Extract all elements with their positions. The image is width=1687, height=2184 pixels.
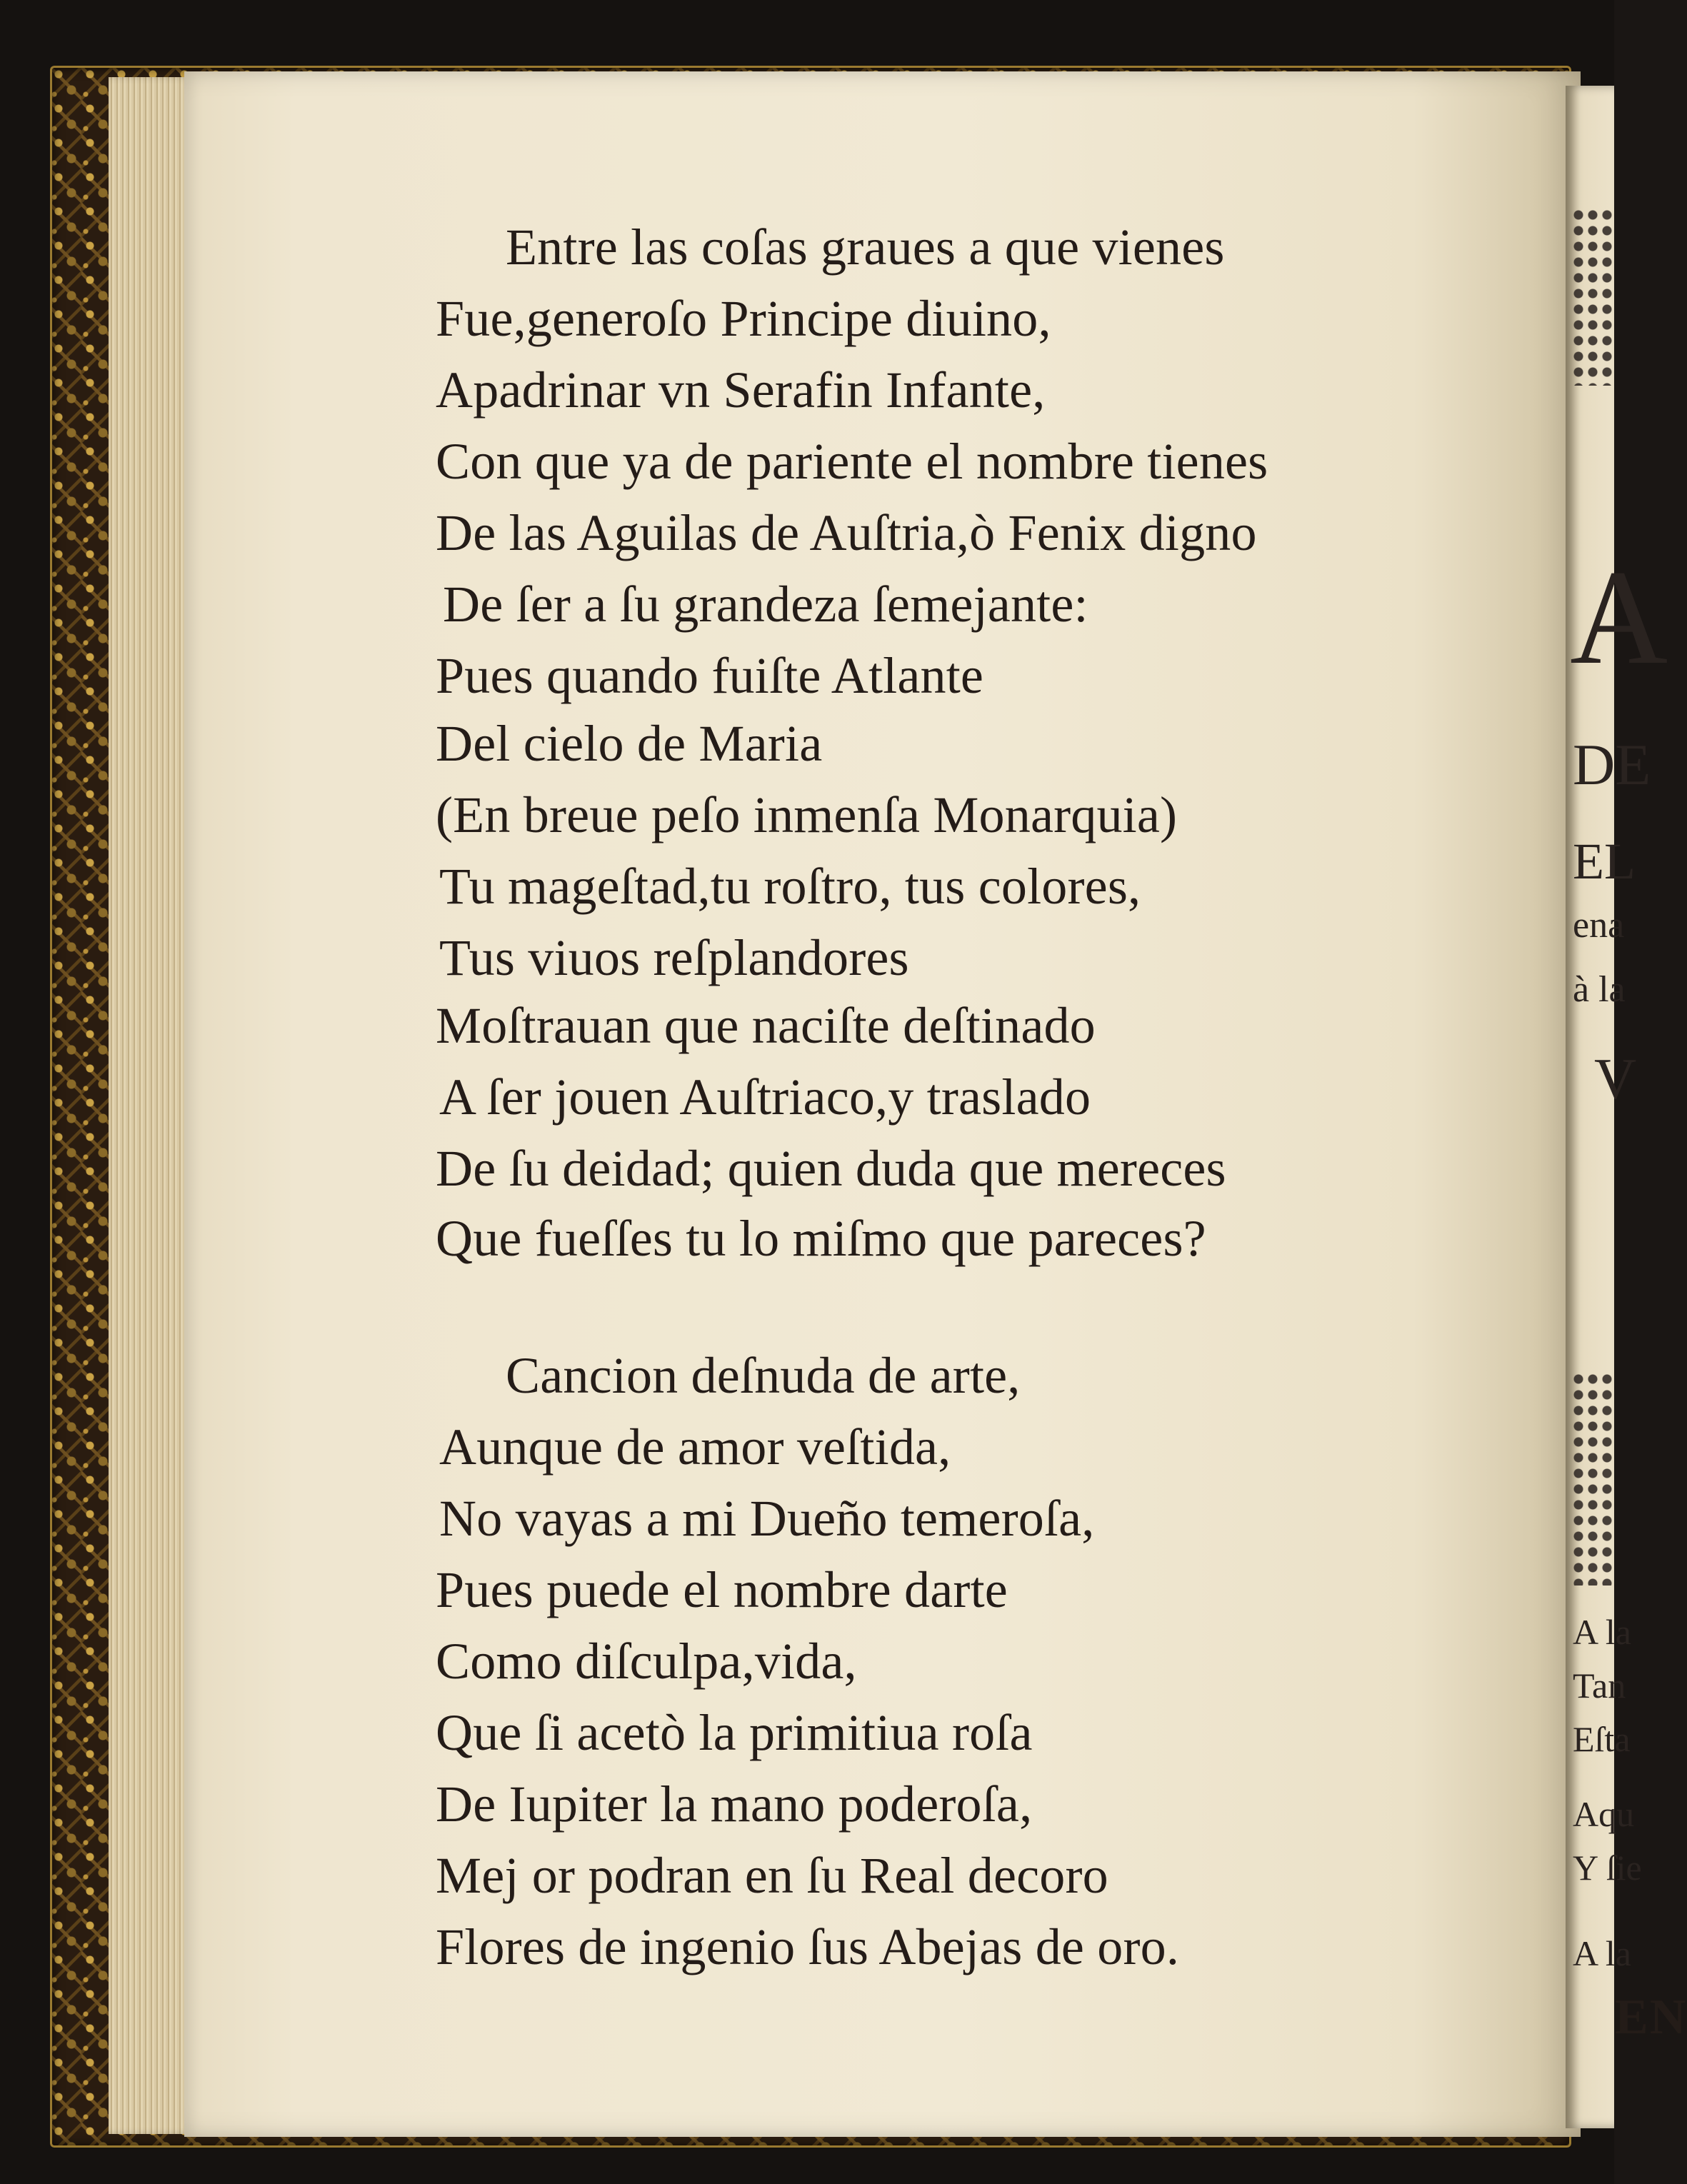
verse-line: Con que ya de pariente el nombre tienes (436, 433, 1268, 490)
verse-line: Mej or podran en ſu Real decoro (436, 1847, 1108, 1904)
verse-line: Flores de ingenio ſus Abejas de oro. (436, 1918, 1180, 1975)
verse-line: Fue,generoſo Principe diuino, (436, 290, 1051, 347)
page-fore-edge (109, 77, 194, 2134)
verse-line: Que ſi acetò la primitiua roſa (436, 1704, 1033, 1761)
next-page-fragment: A la (1573, 1933, 1631, 1973)
ornament-icon (1571, 1371, 1614, 1586)
next-page-fragment: Y ſie (1573, 1848, 1642, 1888)
verse-line: Moſtrauan que naciſte deſtinado (436, 997, 1096, 1054)
verse-line: Del cielo de Maria (436, 715, 823, 772)
next-page-fragment: A la (1573, 1612, 1631, 1652)
next-page-fragment: DE (1573, 732, 1651, 797)
verse-line: Cancion deſnuda de arte, (506, 1347, 1021, 1404)
next-page-fragment: Tan (1573, 1665, 1626, 1705)
verse-line: Aunque de amor veſtida, (439, 1418, 951, 1476)
next-page-fragment: EL (1573, 833, 1636, 890)
verse-line: De ſer a ſu grandeza ſemejante: (443, 576, 1088, 633)
verse-line: Apadrinar vn Serafin Infante, (436, 361, 1046, 419)
verse-line: Como diſculpa,vida, (436, 1633, 857, 1690)
next-page-fragment: ena (1573, 905, 1625, 946)
verse-line: (En breue peſo inmenſa Monarquia) (436, 786, 1178, 843)
verse-line: De ſu deidad; quien duda que mereces (436, 1140, 1226, 1197)
next-page-fragment: à la (1573, 969, 1626, 1010)
next-page-fragment: Aqu (1573, 1794, 1635, 1834)
verse-line: De Iupiter la mano poderoſa, (436, 1775, 1033, 1833)
next-page-edge (1566, 86, 1668, 2128)
verse-line: A ſer jouen Auſtriaco,y traslado (439, 1068, 1091, 1126)
verse-line: No vayas a mi Dueño temeroſa, (439, 1490, 1095, 1547)
catchword: EN (1615, 1990, 1687, 2045)
verse-line: Tu mageſtad,tu roſtro, tus colores, (439, 858, 1141, 915)
verse-line: De las Aguilas de Auſtria,ò Fenix digno (436, 504, 1257, 561)
verse-line: Entre las coſas graues a que vienes (506, 219, 1225, 276)
verse-line: Que fueſſes tu lo miſmo que pareces? (436, 1210, 1206, 1267)
next-page-initial: A (1570, 543, 1668, 693)
verse-line: Pues quando fuiſte Atlante (436, 647, 984, 704)
ornament-icon (1571, 207, 1614, 386)
next-page-fragment: V (1594, 1046, 1637, 1111)
next-page-fragment: Eſta (1573, 1719, 1631, 1759)
verse-line: Tus viuos reſplandores (439, 929, 909, 986)
verse-line: Pues puede el nombre darte (436, 1561, 1008, 1618)
